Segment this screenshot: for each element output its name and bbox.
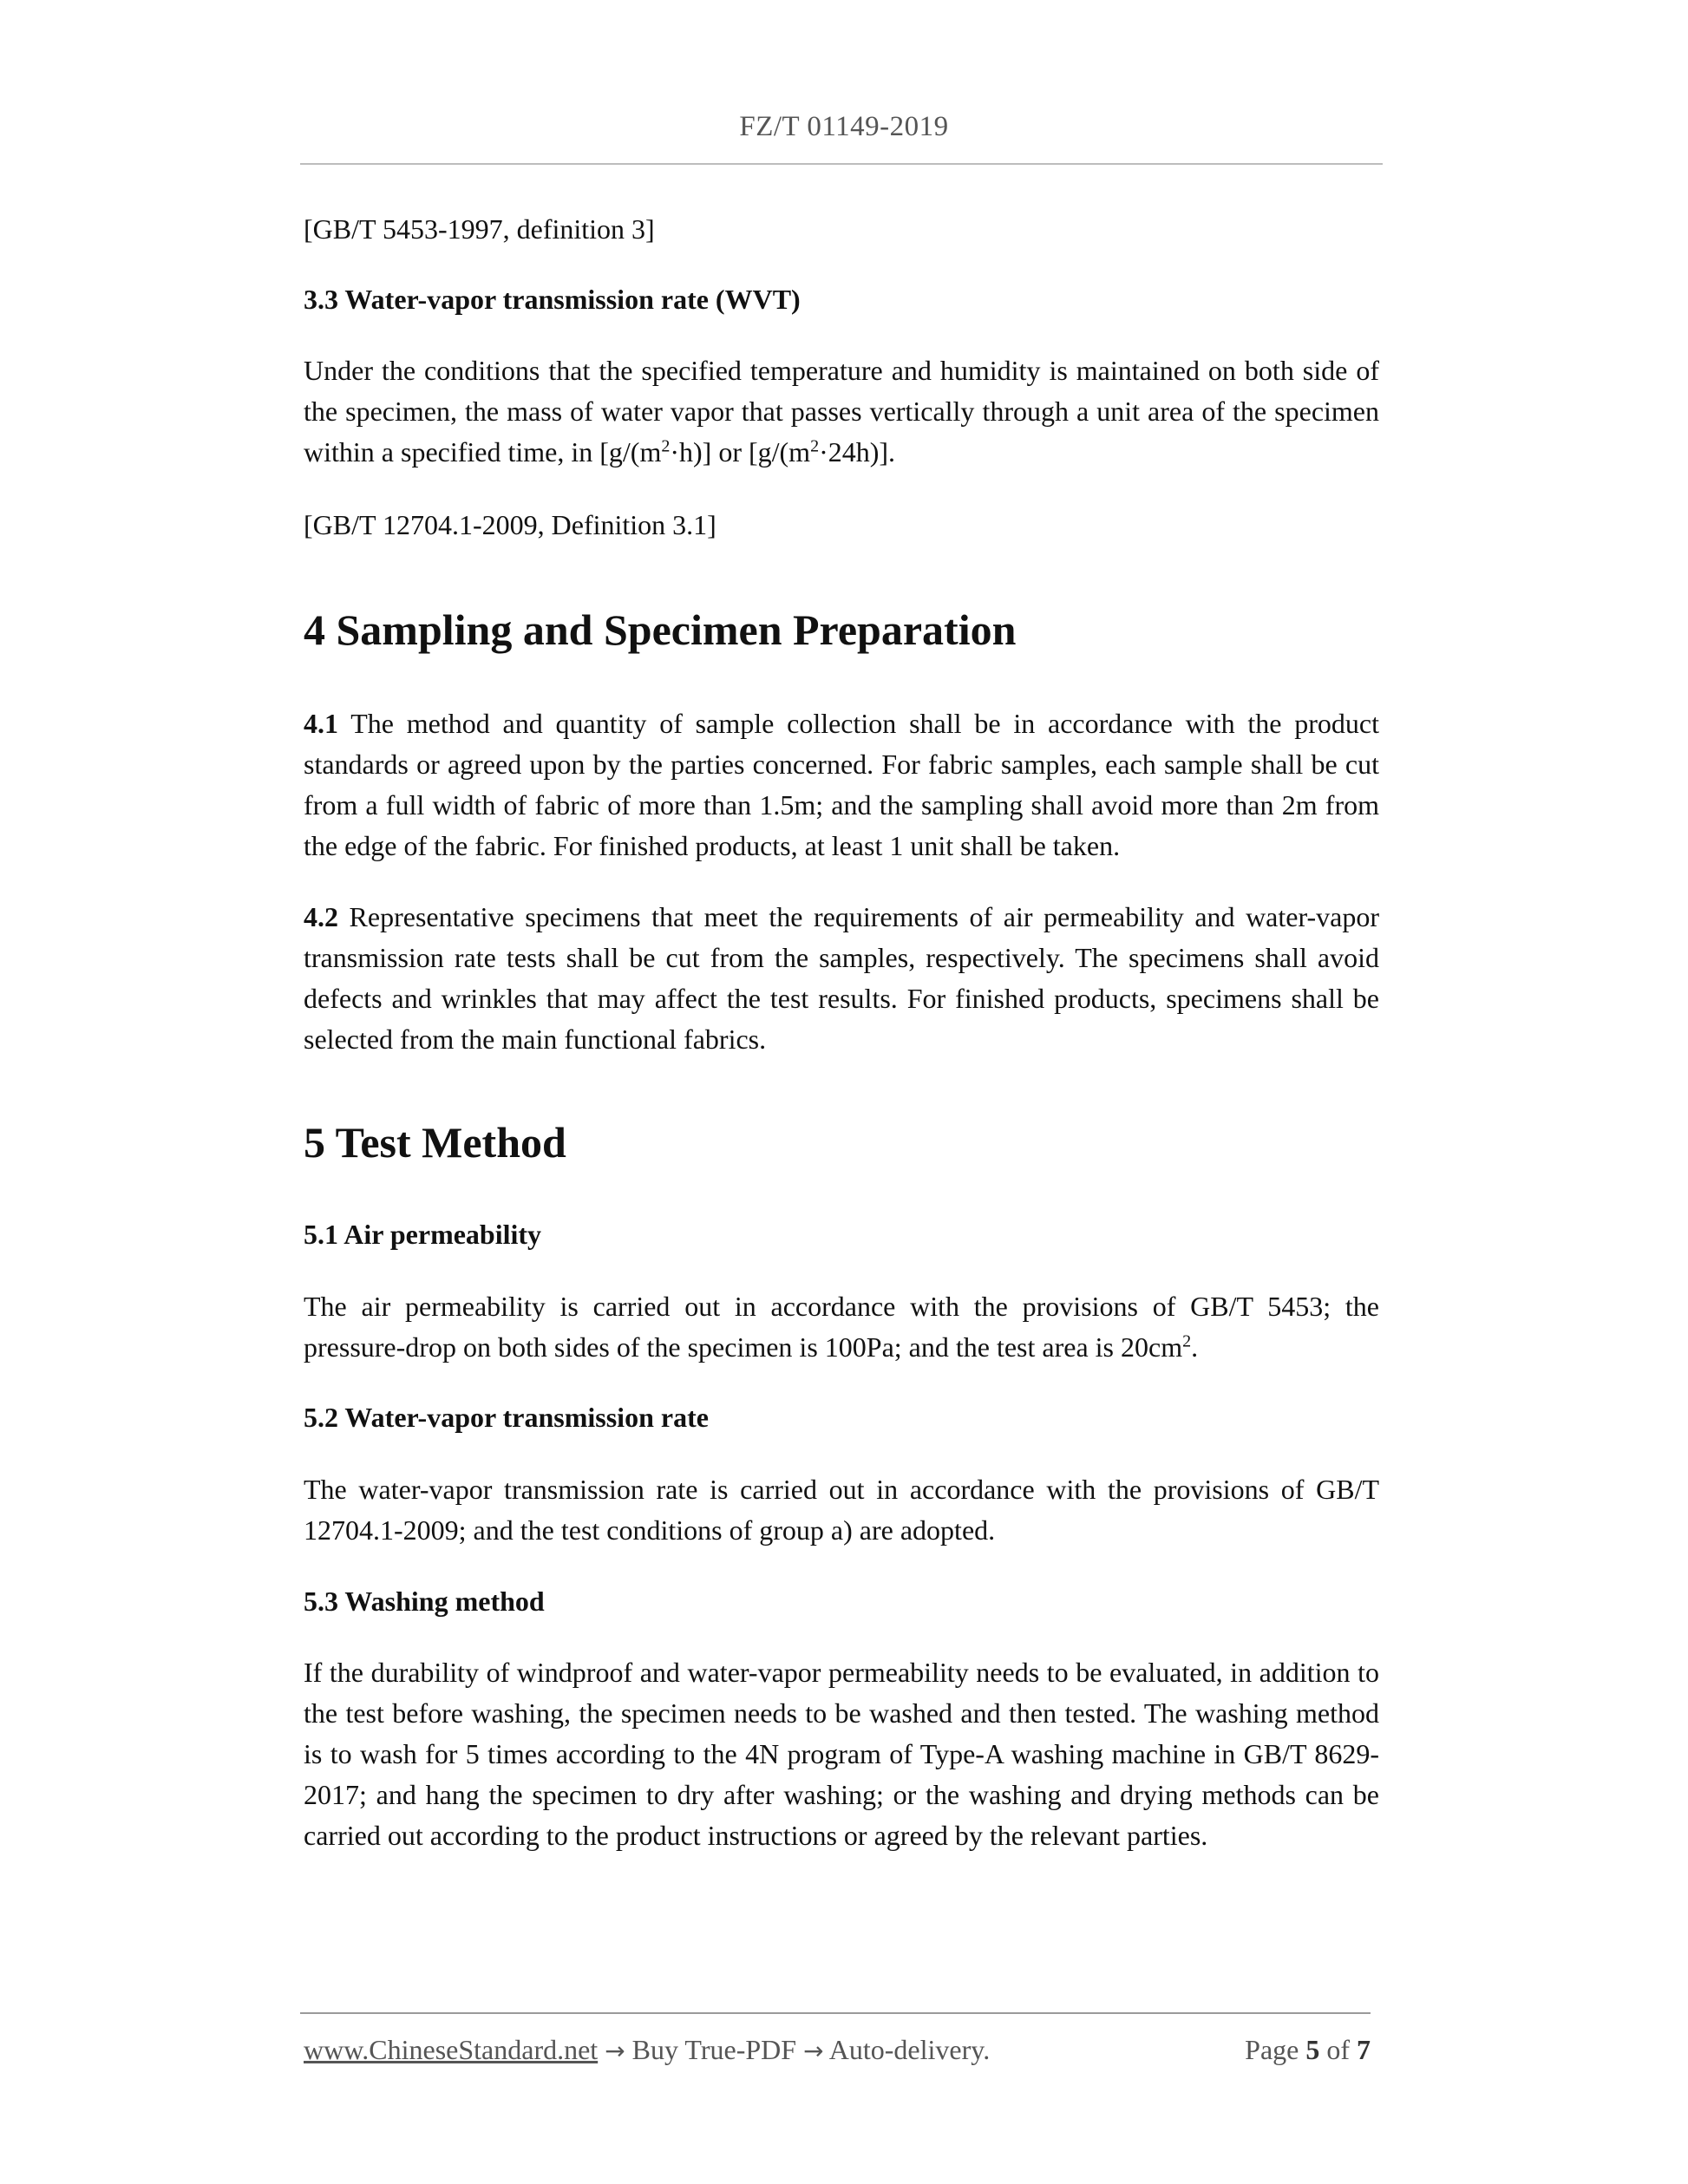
paragraph-5-1-text-a: The air permeability is carried out in accordance with the provisions of GB/T 5453; the pressure-drop on both sides of the specimen is 100Pa; and the test area is 20cm — [304, 1291, 1379, 1363]
subheading-5-1: 5.1 Air permeability — [304, 1219, 542, 1250]
reference-3-3: [GB/T 12704.1-2009, Definition 3.1] — [304, 509, 716, 540]
buy-true-pdf-text: Buy True-PDF — [631, 2034, 797, 2065]
arrow-right-icon: → — [803, 2037, 824, 2065]
page-total: 7 — [1357, 2034, 1371, 2065]
page-indicator — [1245, 2030, 1371, 2070]
paragraph-3-3-text-c: ·24h)]. — [819, 436, 896, 468]
paragraph-4-2-text: Representative specimens that meet the requirements of air permeability and water-vapor transmission rate tests shall be cut from the samples, respectively. The specimens shall avoid defects and wrinkles that may affect the test results. For finished products, specimens shall be selected from the main functional fabrics. — [304, 901, 1379, 1055]
paragraph-5-3: If the durability of windproof and water-vapor permeability needs to be evaluated, in addition to the test before washing, the specimen needs to be washed and then tested. The washing method is to wash for 5 times according to the 4N program of Type-A washing machine in GB/T 8629-2017; and hang the specimen to dry after washing; or the washing and drying methods can be carried out according to the product instructions or agreed by the relevant parties. — [304, 1657, 1379, 1851]
paragraph-4-1-text: The method and quantity of sample collection shall be in accordance with the product standards or agreed upon by the parties concerned. For fabric samples, each sample shall be cut from a full width of fabric of more than 1.5m; and the sampling shall avoid more than 2m from the edge of the fabric. For finished products, at least 1 unit shall be taken. — [304, 708, 1379, 861]
page-label: Page — [1245, 2034, 1299, 2065]
page-current: 5 — [1305, 2034, 1320, 2065]
superscript-2: 2 — [661, 436, 671, 456]
superscript-2: 2 — [1182, 1331, 1192, 1351]
page-of-label: of — [1326, 2034, 1350, 2065]
paragraph-3-3 — [304, 350, 1379, 473]
arrow-right-icon: → — [605, 2037, 625, 2065]
reference-3-2: [GB/T 5453-1997, definition 3] — [304, 213, 655, 245]
subheading-3-3: 3.3 Water-vapor transmission rate (WVT) — [304, 284, 801, 315]
footer-promo — [304, 2030, 990, 2071]
subheading-5-2: 5.2 Water-vapor transmission rate — [304, 1402, 709, 1433]
section-5-title: 5 Test Method — [304, 1118, 566, 1167]
header-divider — [300, 163, 1383, 165]
document-header-title: FZ/T 01149-2019 — [739, 111, 949, 142]
paragraph-3-3-text-a: Under the conditions that the specified temperature and humidity is maintained on both side of the specimen, the mass of water vapor that passes vertically through a unit area of the specimen within a specified time, in [g/(m — [304, 355, 1379, 468]
website-link[interactable]: www.ChineseStandard.net — [304, 2034, 599, 2065]
clause-number-4-2: 4.2 — [304, 901, 338, 932]
paragraph-5-1 — [304, 1286, 1379, 1368]
paragraph-5-1-text-b: . — [1191, 1331, 1199, 1363]
paragraph-4-1 — [304, 703, 1379, 866]
paragraph-3-3-text-b: ·h)] or [g/(m — [670, 436, 811, 468]
footer-divider — [300, 2012, 1371, 2014]
paragraph-5-2: The water-vapor transmission rate is carried out in accordance with the provisions of GB/T 12704.1-2009; and the test conditions of group a) are adopted. — [304, 1474, 1379, 1546]
paragraph-4-2 — [304, 897, 1379, 1060]
clause-number-4-1: 4.1 — [304, 708, 338, 739]
subheading-5-3: 5.3 Washing method — [304, 1586, 545, 1617]
superscript-2: 2 — [810, 436, 820, 456]
section-4-title: 4 Sampling and Specimen Preparation — [304, 605, 1017, 654]
auto-delivery-text: Auto-delivery. — [828, 2034, 991, 2065]
